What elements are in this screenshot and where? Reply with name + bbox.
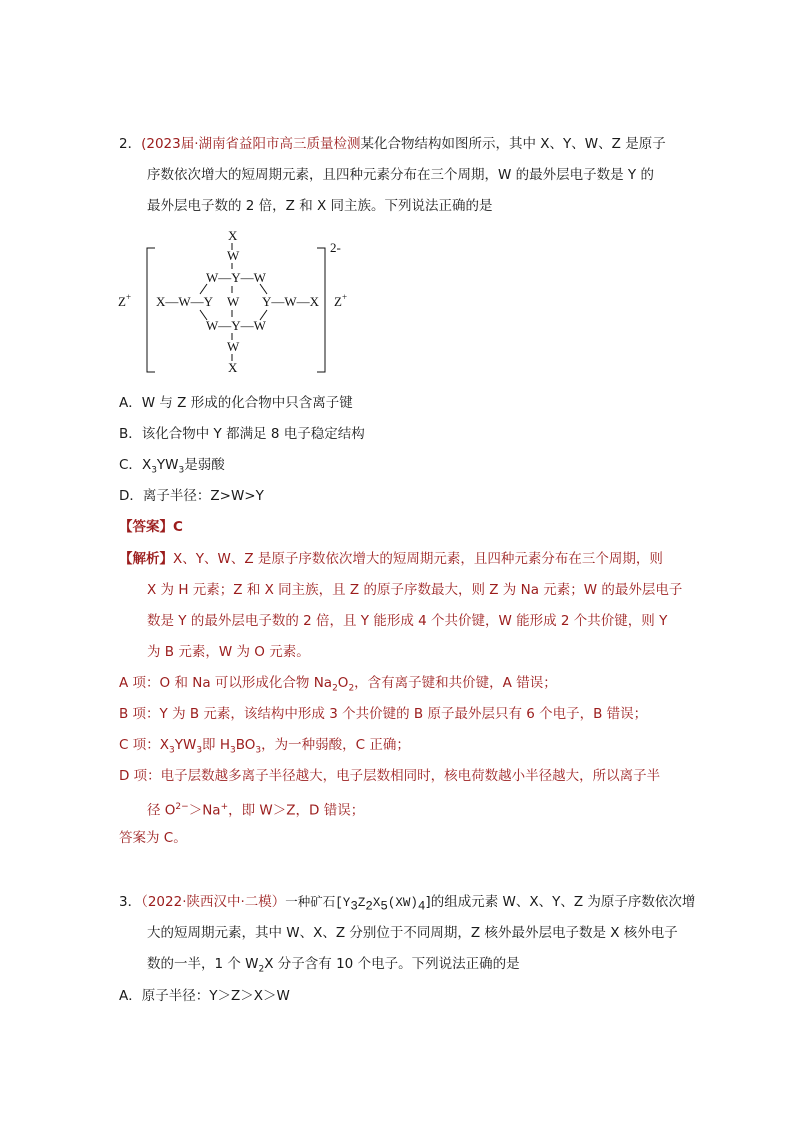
q2-stem-line1 [119,134,666,154]
analysis-label: 【解析】 [119,551,173,567]
q2-item-d-line2: 径 $O^{2-}>Na^+$，即 W＞Z，D 错误； [147,802,365,819]
atom-x-top: X [228,228,238,243]
q2-option-c: C．$X_3YW_3$是弱酸 [119,457,225,476]
q2-analysis-line4: 为 B 元素，W 为 O 元素。 [147,644,310,660]
center-w: W [227,294,240,309]
q2-option-b: B．该化合物中 Y 都满足 8 电子稳定结构 [119,426,365,442]
right-bracket [317,248,325,372]
q2-number: 2． [119,136,142,152]
q3-number: 3． [119,894,142,910]
q3-source: （2022·陕西汉中·二模） [141,894,286,910]
q2-source: (2023届·湖南省益阳市高三质量检测 [141,136,361,152]
atom-w-top: W [227,248,240,263]
q2-option-a: A．W 与 Z 形成的化合物中只含离子键 [119,395,353,411]
q3-stem-line1: 3．（2022·陕西汉中·二模）一种矿石$[Y_3Z_2X_5(XW)_4]$的组成元素 W、X、Y、Z 为原子序数依次增 [119,894,696,914]
q2-stem-line1-text: 某化合物结构如图所示，其中 X、Y、W、Z 是原子 [360,136,666,152]
q2-option-d: D．离子半径：Z>W>Y [119,488,264,504]
q2-item-c: C 项：$X_3YW_3$即 $H_3BO_3$，为一种弱酸，C 正确； [119,737,410,756]
bottom-ring-row: W—Y—W [206,318,266,333]
q2-structure-diagram [110,220,360,380]
q2-analysis-line1: 【解析】X、Y、W、Z 是原子序数依次增大的短周期元素，且四种元素分布在三个周期，则 [119,551,663,567]
atom-x-bottom: X [228,360,238,375]
q2-answer [119,517,183,537]
q2-item-d-line1: D 项：电子层数越多离子半径越大，电子层数相同时，核电荷数越小半径越大，所以离子半 [119,768,661,784]
anion-charge: 2- [330,240,341,255]
q2-item-b: B 项：Y 为 B 元素，该结构中形成 3 个共价键的 B 原子最外层只有 6 个电子，B 错误； [119,706,648,722]
q2-item-a: A 项：O 和 Na 可以形成化合物 $Na_2O_2$，含有离子键和共价键，A 错误； [119,675,557,694]
q2-analysis-line2: X 为 H 元素；Z 和 X 同主族，且 Z 的原子序数最大，则 Z 为 Na 元素；W 的最外层电子 [147,582,683,598]
q3-stem-line2: 大的短周期元素，其中 W、X、Z 分别位于不同周期，Z 核外最外层电子数是 X 核外电子 [147,925,678,941]
q2-stem-line3: 最外层电子数的 2 倍，Z 和 X 同主族。下列说法正确的是 [147,198,493,214]
q2-stem-line2: 序数依次增大的短周期元素，且四种元素分布在三个周期，W 的最外层电子数是 Y 的 [147,167,654,183]
q2-conclusion: 答案为 C。 [119,830,187,846]
q3-stem-line3: 数的一半，1 个 $W_2X$ 分子含有 10 个电子。下列说法正确的是 [147,956,520,975]
answer-value: C [173,519,183,535]
bond-ring-tr [260,284,267,294]
left-bracket [147,248,155,372]
cation-right: Z+ [334,292,348,309]
bond-ring-tl [200,284,207,294]
right-chain: Y—W—X [262,294,320,309]
top-ring-row: W—Y—W [206,270,266,285]
q2-analysis-line3: 数是 Y 的最外层电子数的 2 倍，且 Y 能形成 4 个共价键，W 能形成 2 个共价键，则 Y [147,613,668,629]
cation-left: Z+ [118,292,132,309]
atom-w-bottom: W [227,339,240,354]
q3-option-a: A．原子半径：Y＞Z＞X＞W [119,988,290,1004]
left-chain: X—W—Y [156,294,214,309]
answer-label: 【答案】 [119,519,173,535]
